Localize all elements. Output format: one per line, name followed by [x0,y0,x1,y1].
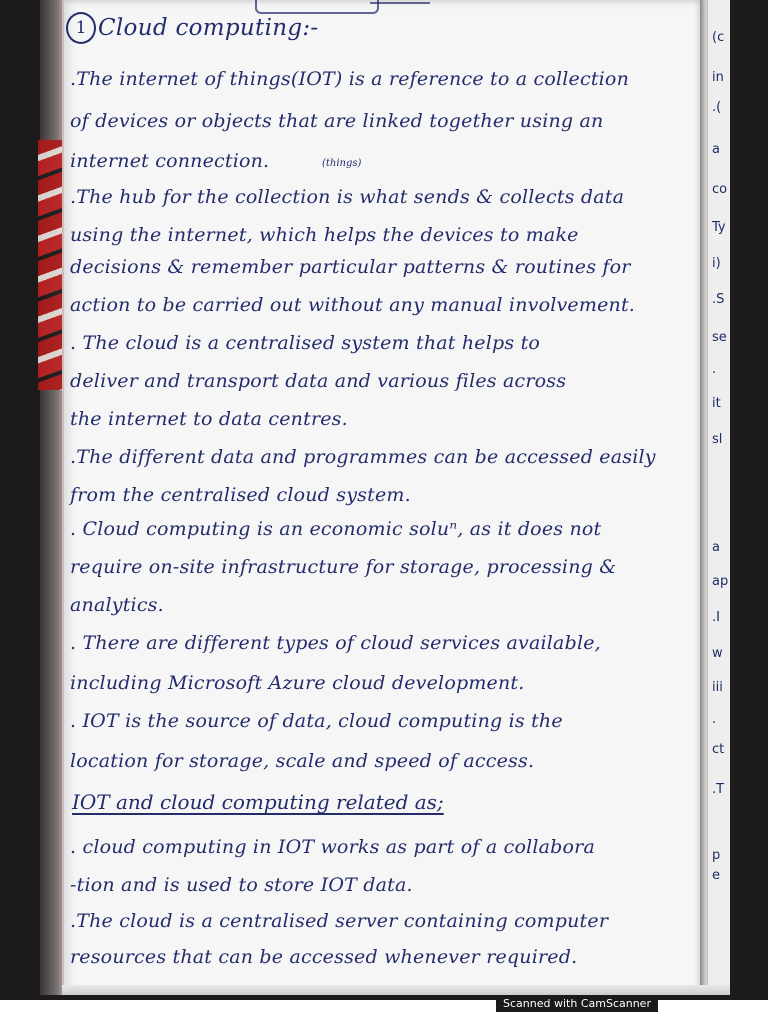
text-line: . There are different types of cloud services available, [70,632,601,654]
text-line: . cloud computing in IOT works as part of a collabora [70,836,595,858]
section-number: 1 [66,12,96,44]
next-page-fragment: . [712,362,717,377]
next-page-fragment: i) [712,256,721,271]
text-line: location for storage, scale and speed of access. [70,750,535,772]
next-page-fragment: .S [712,292,725,307]
next-page-fragment: it [712,396,721,411]
text-line: resources that can be accessed whenever required. [70,946,578,968]
text-line: .The internet of things(IOT) is a reference to a collection [70,68,630,90]
next-page-fragment: Ty [712,220,726,235]
text-line: including Microsoft Azure cloud development. [70,672,525,694]
camscanner-watermark: Scanned with CamScanner [496,996,658,1012]
text-line: . The cloud is a centralised system that helps to [70,332,541,354]
next-page-fragment: .T [712,782,725,797]
next-page-fragment: co [712,182,728,197]
next-page-fragment: . [712,712,717,727]
next-page-fragment: ap [712,574,729,589]
next-page-fragment: w [712,646,723,661]
next-page-fragment: in [712,70,724,85]
page-bottom-edge [62,985,730,995]
title-text: Cloud computing:- [98,15,319,41]
page-title [66,8,318,48]
text-line: .The different data and programmes can be accessed easily [70,446,656,468]
margin-line [62,0,64,995]
next-page-fragment: .( [712,100,722,115]
text-line: the internet to data centres. [70,408,348,430]
text-line: require on-site infrastructure for storage, processing & [70,556,617,578]
next-page-fragment: ct [712,742,725,757]
next-page-fragment: e [712,868,720,883]
text-line: deliver and transport data and various files across [70,370,567,392]
next-page-fragment: se [712,330,727,345]
text-line: -tion and is used to store IOT data. [70,874,413,896]
next-page-fragment: sl [712,432,723,447]
next-page-fragment: a [712,142,720,157]
annotation-things: (things) [322,158,362,169]
text-line: internet connection. [70,150,270,172]
text-line: using the internet, which helps the devices to make [70,224,579,246]
next-page-fragment: (c [712,30,725,45]
section-subheading: IOT and cloud computing related as; [72,790,444,814]
text-line: action to be carried out without any manual involvement. [70,294,636,316]
text-line: .The hub for the collection is what sends & collects data [70,186,625,208]
text-line: of devices or objects that are linked together using an [70,110,604,132]
text-line: .The cloud is a centralised server containing computer [70,910,609,932]
next-page-strip [708,0,730,995]
text-line: analytics. [70,594,164,616]
next-page-fragment: iii [712,680,723,695]
next-page-fragment: p [712,848,721,863]
text-line: . IOT is the source of data, cloud computing is the [70,710,563,732]
next-page-fragment: a [712,540,720,555]
next-page-fragment: .I [712,610,720,625]
text-line: decisions & remember particular patterns & routines for [70,256,631,278]
text-line: from the centralised cloud system. [70,484,411,506]
text-line: . Cloud computing is an economic soluⁿ, as it does not [70,518,602,540]
header-scrawl-line [370,2,430,4]
